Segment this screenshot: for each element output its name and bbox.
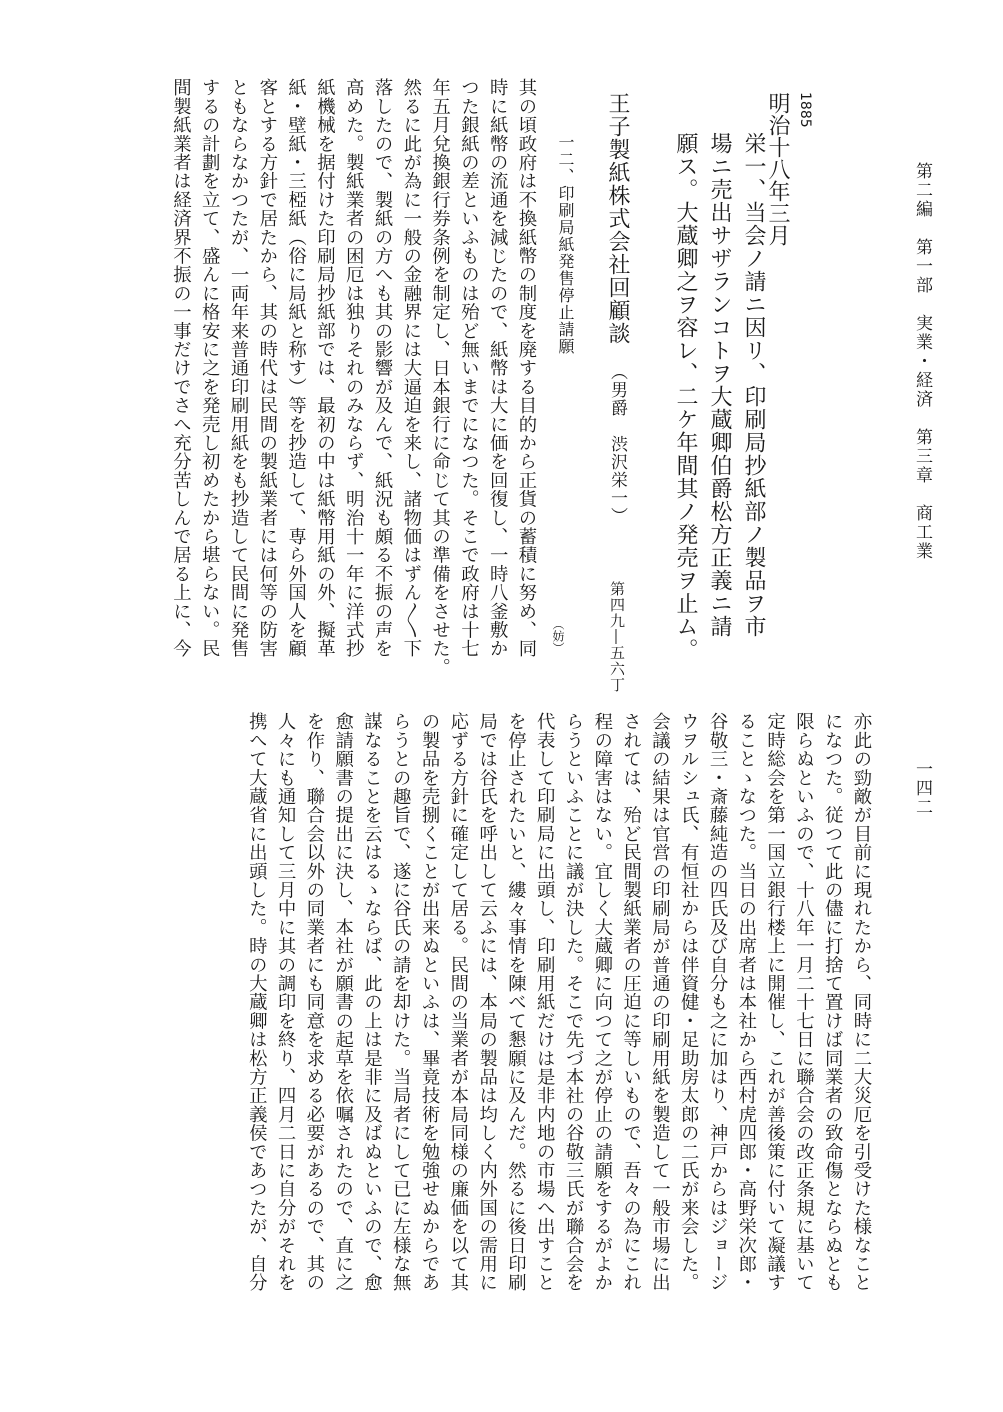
text-line: 人々にも通知して三月中に其の調印を終り、四月二日に自分がそれを (275, 712, 297, 1292)
text-line: 客とする方針で居たから、其の時代は民間の製紙業者には何等の防害 (256, 78, 278, 658)
text-line: 高めた。製紙業者の困厄は独りそれのみならず、明治十一年に洋式抄 (343, 78, 365, 658)
text-line: するの計劃を立て、盛んに格安に之を発売し初めたから堪らない。民 (199, 78, 221, 658)
text-line: 代表して印刷局に出頭し、印刷用紙だけは是非内地の市場へ出すこと (534, 712, 556, 1292)
text-line: 謀なることを云はるゝならば、此の上は是非に及ばぬといふので、愈 (361, 712, 383, 1292)
text-line: 紙機械を据付けた印刷局抄紙部では、最初の中は紙幣用紙の外、擬革 (314, 78, 336, 658)
text-line: 亦此の勁敵が目前に現れたから、同時に二大災厄を引受けた様なこと (851, 712, 872, 1292)
text-line: 会議の結果は官営の印刷局が普通の印刷用紙を製造して一般市場に出 (649, 712, 671, 1292)
article-heading (602, 92, 632, 693)
section-title: 一二、印刷局紙発售停止請願 (556, 134, 575, 355)
body-text-lower (241, 712, 875, 1292)
entry-year-arabic: 1885 (797, 92, 813, 128)
text-line: 谷敬三・斎藤純造の四氏及び自分も之に加はり、神戸からはジョージ (707, 712, 729, 1292)
entry-date-text: 明治十八年三月 (765, 92, 790, 246)
article-speaker: （男爵 渋沢栄一） (607, 363, 627, 525)
text-line: 然るに此が為に一般の金融界には大逼迫を来し、諸物価はずん〳〵下 (400, 78, 422, 658)
entry-line: 願ス。大蔵卿之ヲ容レ、二ケ年間其ノ発売ヲ止ム。 (673, 132, 698, 661)
text-line: 定時総会を第一国立銀行楼上に開催し、これが善後策に付いて凝議す (764, 712, 786, 1292)
entry-summary (668, 132, 770, 661)
entry-line: 場ニ売出サザランコトヲ大蔵卿伯爵松方正義ニ請 (707, 132, 732, 638)
text-line: 限らぬといふので、十八年一月二十七日に聯合会の改正条規に基いて (793, 712, 815, 1292)
text-line: ウヲルシュ氏、有恒社からは伴資健・足助房太郎の二氏が来会した。 (678, 712, 700, 1292)
text-line: つた銀紙の差といふものは殆ど無いまでになつた。そこで政府は十七 (458, 78, 480, 658)
article-source: 第四九―五六丁 (608, 581, 626, 693)
running-header: 第二編 第一部 実業・経済 第三章 商工業 (912, 162, 932, 561)
text-line: 其の頃政府は不換紙幣の制度を廃する目的から正貨の蓄積に努め、同 (516, 78, 537, 658)
text-line: 局では谷氏を呼出して云ふには、本局の製品は均しく内外国の需用に (476, 712, 498, 1292)
text-line: 紙・壁紙・三椏紙（俗に局紙と称す）等を抄造して、専ら外国人を顧 (285, 78, 307, 658)
text-line: 年五月兌換銀行券条例を制定し、日本銀行に命じて其の準備をさせた。 (429, 78, 451, 677)
text-line: ともならなかつたが、一両年来普通印刷用紙をも抄造して民間に発售 (228, 78, 250, 658)
text-line: らうといふことに議が決した。そこで先づ本社の谷敬三氏が聯合会を (563, 712, 585, 1292)
entry-line: 栄一、当会ノ請ニ因リ、印刷局抄紙部ノ製品ヲ市 (741, 132, 766, 638)
body-text-upper (166, 78, 540, 676)
text-line: 程の障害はない。宜しく大蔵卿に向つて之が停止の請願をするがよか (591, 712, 613, 1292)
text-line: 落したので、製紙の方へも其の影響が及んで、紙況も頗る不振の声を (372, 78, 394, 658)
text-line: らうとの趣旨で、遂に谷氏の請を却けた。当局者にして已に左様な無 (390, 712, 412, 1292)
text-line: を停止されたいと、縷々事情を陳べて懇願に及んだ。然るに後日印刷 (505, 712, 527, 1292)
article-title: 王子製紙株式会社回顧談 (605, 92, 630, 345)
page-number: 一四二 (912, 760, 932, 817)
ruby-correction-note: （妨） (551, 618, 565, 654)
text-line: 時に紙幣の流通を減じたので、紙幣は大に価を回復し、一時八釜敷か (487, 78, 509, 658)
text-line: 応ずる方針に確定して居る。民間の当業者が本局同様の廉価を以て其 (447, 712, 469, 1292)
entry-date (764, 92, 818, 246)
text-line: になつた。従つて此の儘に打捨て置けば同業者の致命傷とならぬとも (822, 712, 844, 1292)
text-line: 携へて大蔵省に出頭した。時の大蔵卿は松方正義侯であつたが、自分 (246, 712, 268, 1292)
text-line: ることゝなつた。当日の出席者は本社から西村虎四郎・高野栄次郎・ (735, 712, 757, 1292)
text-line: の製品を売捌くことが出来ぬといふは、畢竟技術を勉強せぬからであ (419, 712, 441, 1292)
text-line: されては、殆ど民間製紙業者の圧迫に等しいもので、吾々の為にこれ (620, 712, 642, 1292)
text-line: を作り、聯合会以外の同業者にも同意を求める必要があるので、其の (303, 712, 325, 1292)
text-line: 間製紙業者は経済界不振の一事だけでさへ充分苦しんで居る上に、今 (170, 78, 192, 658)
text-line: 愈請願書の提出に決し、本社が願書の起草を依嘱されたので、直に之 (332, 712, 354, 1292)
